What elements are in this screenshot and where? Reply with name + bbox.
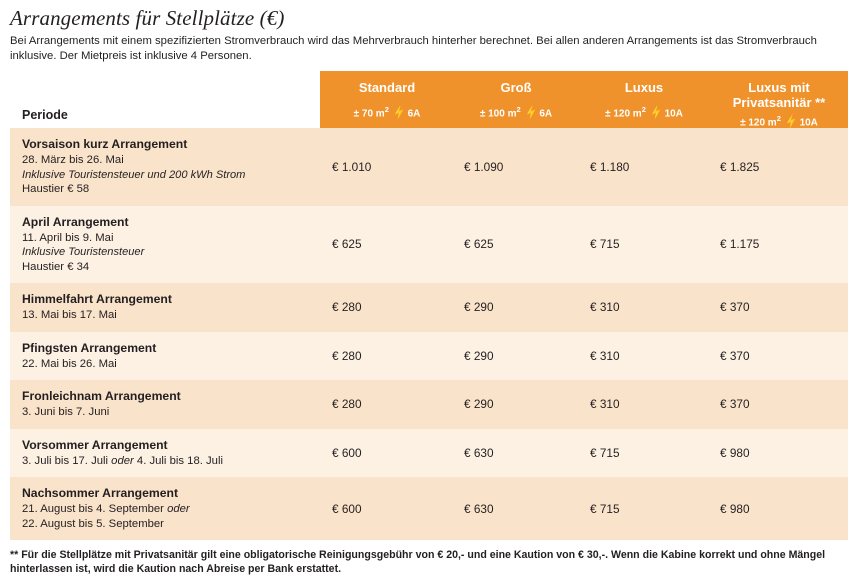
row-period-nachsommer xyxy=(10,477,320,540)
row-period-himmelfahrt xyxy=(10,283,320,332)
price-luxus-privatsanitaer: € 980 xyxy=(708,429,848,478)
row-period-april xyxy=(10,206,320,284)
price-standard: € 280 xyxy=(320,283,452,332)
table-row xyxy=(10,477,848,540)
power-value: 10A xyxy=(664,108,683,119)
price-gross: € 1.090 xyxy=(452,128,578,206)
column-header-gross-label: Groß xyxy=(500,80,532,95)
price-luxus: € 715 xyxy=(578,429,708,478)
area-exponent: 2 xyxy=(516,104,521,114)
table-row xyxy=(10,128,848,206)
price-luxus: € 715 xyxy=(578,477,708,540)
footnote-privatsanitaer: ** Für die Stellplätze mit Privatsanitär gilt eine obligatorische Reinigungsgebühr von € 20,- und eine Kaution von € 30,-. Wenn die Kabine korrekt und ohne Mängel hinterlassen ist, wird die Kaution nach Abreise per Bank erstattet. xyxy=(10,549,826,575)
price-luxus-privatsanitaer: € 1.175 xyxy=(708,206,848,284)
arrangement-dates: 21. August bis 4. September oder xyxy=(22,503,190,515)
arrangement-dates: 28. März bis 26. Mai xyxy=(22,154,124,166)
price-gross: € 630 xyxy=(452,477,578,540)
column-header-luxus xyxy=(578,71,708,128)
table-row xyxy=(10,332,848,381)
arrangement-dates: 3. Juni bis 7. Juni xyxy=(22,406,110,418)
lightning-icon: ⚡ xyxy=(648,105,666,122)
price-luxus: € 1.180 xyxy=(578,128,708,206)
column-header-luxus-label: Luxus xyxy=(624,80,664,95)
arrangement-dates: 22. Mai bis 26. Mai xyxy=(22,357,117,370)
area-exponent: 2 xyxy=(384,104,389,114)
price-luxus: € 310 xyxy=(578,332,708,381)
intro-paragraph: Bei Arrangements mit einem spezifizierten Stromverbrauch wird das Mehrverbrauch hinterher berechnet. Bei allen anderen Arrangements ist das Stromverbrauch inklusive. Der Mietpreis ist inklusive 4 Personen. xyxy=(10,35,817,62)
column-header-luxus-privatsanitaer-spec xyxy=(720,112,838,129)
arrangement-name: Fronleichnam Arrangement xyxy=(22,389,181,403)
arrangement-note: Inklusive Touristensteuer xyxy=(22,246,145,258)
price-gross: € 625 xyxy=(452,206,578,284)
column-header-luxus-privatsanitaer-label: Luxus mit Privatsanitär ** xyxy=(732,80,826,110)
area-value: ± 120 m xyxy=(605,108,642,119)
arrangement-dates-alt: 22. August bis 5. September xyxy=(22,517,164,530)
price-standard: € 1.010 xyxy=(320,128,452,206)
arrangements-price-table xyxy=(10,71,848,540)
column-header-gross xyxy=(452,71,578,128)
power-value: 6A xyxy=(539,108,553,119)
table-body xyxy=(10,128,848,540)
arrangement-dates: 11. April bis 9. Mai xyxy=(22,231,114,244)
lightning-icon: ⚡ xyxy=(783,114,801,131)
price-standard: € 600 xyxy=(320,429,452,478)
lightning-icon: ⚡ xyxy=(522,105,540,122)
arrangement-extra: Haustier € 58 xyxy=(22,183,90,195)
area-exponent: 2 xyxy=(641,104,646,114)
table-head xyxy=(10,71,848,131)
price-luxus-privatsanitaer: € 980 xyxy=(708,477,848,540)
table-row xyxy=(10,429,848,478)
arrangement-dates: 13. Mai bis 17. Mai xyxy=(22,309,117,321)
row-period-vorsommer xyxy=(10,429,320,478)
column-header-standard-label: Standard xyxy=(358,80,416,95)
arrangement-name: Vorsaison kurz Arrangement xyxy=(22,137,188,151)
price-luxus-privatsanitaer: € 370 xyxy=(708,332,848,381)
price-luxus-privatsanitaer: € 370 xyxy=(708,283,848,332)
area-value: ± 100 m xyxy=(479,108,517,119)
area-value: ± 120 m xyxy=(740,117,777,129)
table-row xyxy=(10,283,848,332)
row-period-pfingsten xyxy=(10,332,320,381)
arrangement-name: Vorsommer Arrangement xyxy=(22,437,168,452)
row-period-fronleichnam xyxy=(10,380,320,429)
row-period-vorsaison-kurz xyxy=(10,128,320,206)
power-value: 10A xyxy=(799,117,818,129)
table-row xyxy=(10,206,848,284)
page-title: Arrangements für Stellplätze (€) xyxy=(10,6,285,30)
price-standard: € 280 xyxy=(320,380,452,429)
price-gross: € 290 xyxy=(452,380,578,429)
price-gross: € 290 xyxy=(452,332,578,381)
arrangement-name: April Arrangement xyxy=(22,214,129,229)
area-value: ± 70 m xyxy=(353,108,385,119)
column-header-luxus-spec xyxy=(590,103,698,120)
price-gross: € 630 xyxy=(452,429,578,478)
arrangement-dates: 3. Juli bis 17. Juli oder 4. Juli bis 18. Juli xyxy=(22,454,223,467)
column-header-gross-spec xyxy=(464,103,568,120)
table-header-row xyxy=(10,71,848,128)
price-luxus: € 310 xyxy=(578,380,708,429)
price-luxus: € 310 xyxy=(578,283,708,332)
column-header-standard-spec xyxy=(332,103,442,120)
arrangement-name: Pfingsten Arrangement xyxy=(22,340,157,355)
arrangement-name: Nachsommer Arrangement xyxy=(22,486,179,500)
table-row xyxy=(10,380,848,429)
price-standard: € 600 xyxy=(320,477,452,540)
arrangement-note: Inklusive Touristensteuer und 200 kWh Strom xyxy=(22,168,246,181)
column-header-periode: Periode xyxy=(10,71,320,128)
price-luxus: € 715 xyxy=(578,206,708,284)
arrangement-name: Himmelfahrt Arrangement xyxy=(22,292,172,306)
price-gross: € 290 xyxy=(452,283,578,332)
power-value: 6A xyxy=(407,108,421,119)
column-header-luxus-privatsanitaer xyxy=(708,71,848,131)
price-standard: € 280 xyxy=(320,332,452,381)
area-exponent: 2 xyxy=(776,114,781,123)
price-standard: € 625 xyxy=(320,206,452,284)
price-luxus-privatsanitaer: € 370 xyxy=(708,380,848,429)
price-luxus-privatsanitaer: € 1.825 xyxy=(708,128,848,206)
arrangement-extra: Haustier € 34 xyxy=(22,260,90,273)
column-header-standard xyxy=(320,71,452,128)
lightning-icon: ⚡ xyxy=(391,105,409,122)
